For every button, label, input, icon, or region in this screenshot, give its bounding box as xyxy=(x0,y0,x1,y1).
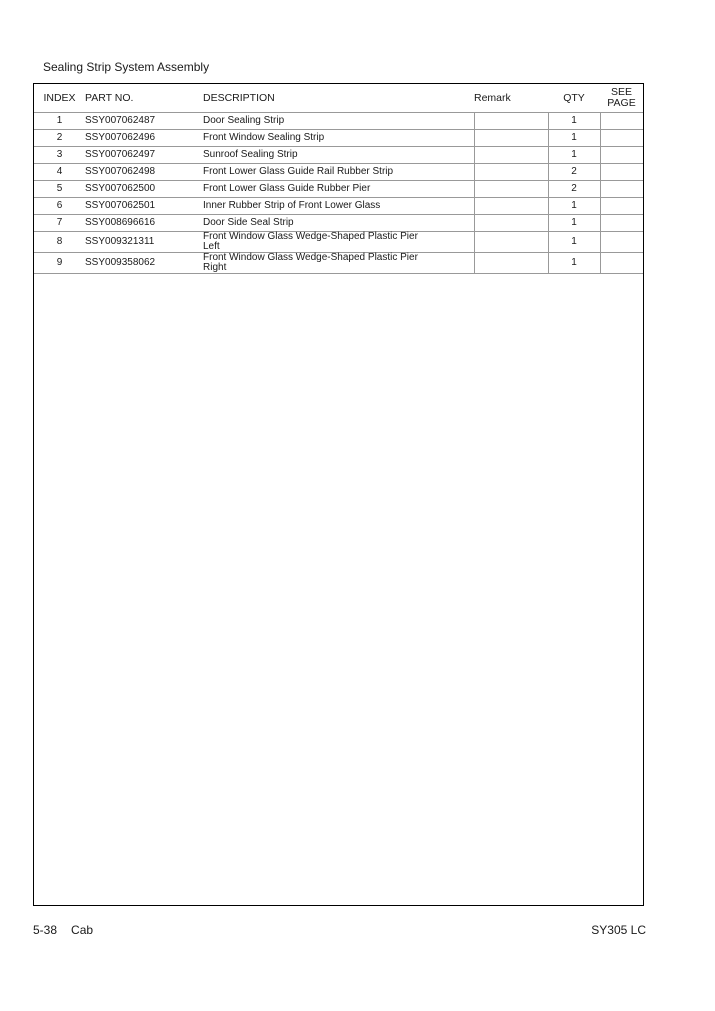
cell-part-no: SSY007062497 xyxy=(85,147,203,164)
cell-description-line1: Door Side Seal Strip xyxy=(203,217,294,228)
header-index: INDEX xyxy=(34,84,85,113)
cell-remark xyxy=(474,215,548,232)
header-part-no: PART NO. xyxy=(85,84,203,113)
cell-qty: 1 xyxy=(548,232,600,253)
cell-description xyxy=(203,215,474,232)
cell-see-page xyxy=(600,113,643,130)
cell-part-no: SSY007062496 xyxy=(85,130,203,147)
table-header-row xyxy=(34,84,643,113)
cell-description-line2: Left xyxy=(203,241,220,252)
cell-index: 2 xyxy=(34,130,85,147)
cell-description-line1: Front Window Glass Wedge-Shaped Plastic Pier xyxy=(203,252,418,263)
cell-part-no: SSY007062498 xyxy=(85,164,203,181)
cell-index: 5 xyxy=(34,181,85,198)
cell-remark xyxy=(474,164,548,181)
cell-part-no: SSY009358062 xyxy=(85,253,203,274)
cell-remark xyxy=(474,130,548,147)
cell-see-page xyxy=(600,147,643,164)
cell-see-page xyxy=(600,181,643,198)
cell-part-no: SSY007062501 xyxy=(85,198,203,215)
header-remark: Remark xyxy=(474,84,548,113)
cell-description-line1: Sunroof Sealing Strip xyxy=(203,149,298,160)
cell-qty: 1 xyxy=(548,147,600,164)
table-row xyxy=(34,164,643,181)
parts-table-frame xyxy=(33,83,644,906)
cell-qty: 1 xyxy=(548,130,600,147)
footer-left xyxy=(33,923,93,937)
cell-description xyxy=(203,198,474,215)
cell-description xyxy=(203,253,474,274)
cell-description xyxy=(203,232,474,253)
cell-index: 8 xyxy=(34,232,85,253)
cell-description-line2: Right xyxy=(203,262,227,273)
table-row xyxy=(34,181,643,198)
cell-remark xyxy=(474,113,548,130)
cell-description-line1: Front Lower Glass Guide Rubber Pier xyxy=(203,183,371,194)
cell-remark xyxy=(474,181,548,198)
cell-index: 9 xyxy=(34,253,85,274)
header-description: DESCRIPTION xyxy=(203,84,474,113)
cell-description-line1: Front Window Sealing Strip xyxy=(203,132,325,143)
cell-qty: 1 xyxy=(548,113,600,130)
cell-description xyxy=(203,130,474,147)
parts-table xyxy=(34,84,643,274)
table-row xyxy=(34,147,643,164)
cell-part-no: SSY009321311 xyxy=(85,232,203,253)
footer-page-number: 5-38 xyxy=(33,923,58,937)
cell-description xyxy=(203,147,474,164)
cell-index: 6 xyxy=(34,198,85,215)
table-row xyxy=(34,232,643,253)
cell-description-line1: Front Window Glass Wedge-Shaped Plastic Pier xyxy=(203,231,418,242)
cell-remark xyxy=(474,198,548,215)
cell-description-line1: Inner Rubber Strip of Front Lower Glass xyxy=(203,200,381,211)
cell-index: 1 xyxy=(34,113,85,130)
cell-qty: 2 xyxy=(548,181,600,198)
cell-description xyxy=(203,181,474,198)
cell-see-page xyxy=(600,130,643,147)
cell-part-no: SSY007062487 xyxy=(85,113,203,130)
header-see-page-line1: SEE xyxy=(610,86,632,98)
cell-see-page xyxy=(600,253,643,274)
cell-description xyxy=(203,113,474,130)
cell-index: 4 xyxy=(34,164,85,181)
cell-index: 7 xyxy=(34,215,85,232)
table-row xyxy=(34,198,643,215)
cell-description xyxy=(203,164,474,181)
cell-description-line1: Door Sealing Strip xyxy=(203,115,285,126)
cell-index: 3 xyxy=(34,147,85,164)
header-qty: QTY xyxy=(548,84,600,113)
cell-part-no: SSY007062500 xyxy=(85,181,203,198)
page-title: Sealing Strip System Assembly xyxy=(43,60,210,74)
cell-remark xyxy=(474,232,548,253)
cell-qty: 2 xyxy=(548,164,600,181)
cell-see-page xyxy=(600,232,643,253)
cell-qty: 1 xyxy=(548,198,600,215)
table-body xyxy=(34,113,643,274)
cell-qty: 1 xyxy=(548,253,600,274)
cell-remark xyxy=(474,147,548,164)
cell-remark xyxy=(474,253,548,274)
cell-part-no: SSY008696616 xyxy=(85,215,203,232)
footer-section: Cab xyxy=(71,923,94,937)
cell-description-line1: Front Lower Glass Guide Rail Rubber Strip xyxy=(203,166,394,177)
header-see-page-line2: PAGE xyxy=(607,97,636,109)
header-see-page xyxy=(600,84,643,113)
table-row xyxy=(34,130,643,147)
table-row xyxy=(34,215,643,232)
table-row xyxy=(34,253,643,274)
cell-see-page xyxy=(600,215,643,232)
footer-model: SY305 LC xyxy=(591,923,646,937)
cell-qty: 1 xyxy=(548,215,600,232)
table-row xyxy=(34,113,643,130)
cell-see-page xyxy=(600,164,643,181)
cell-see-page xyxy=(600,198,643,215)
